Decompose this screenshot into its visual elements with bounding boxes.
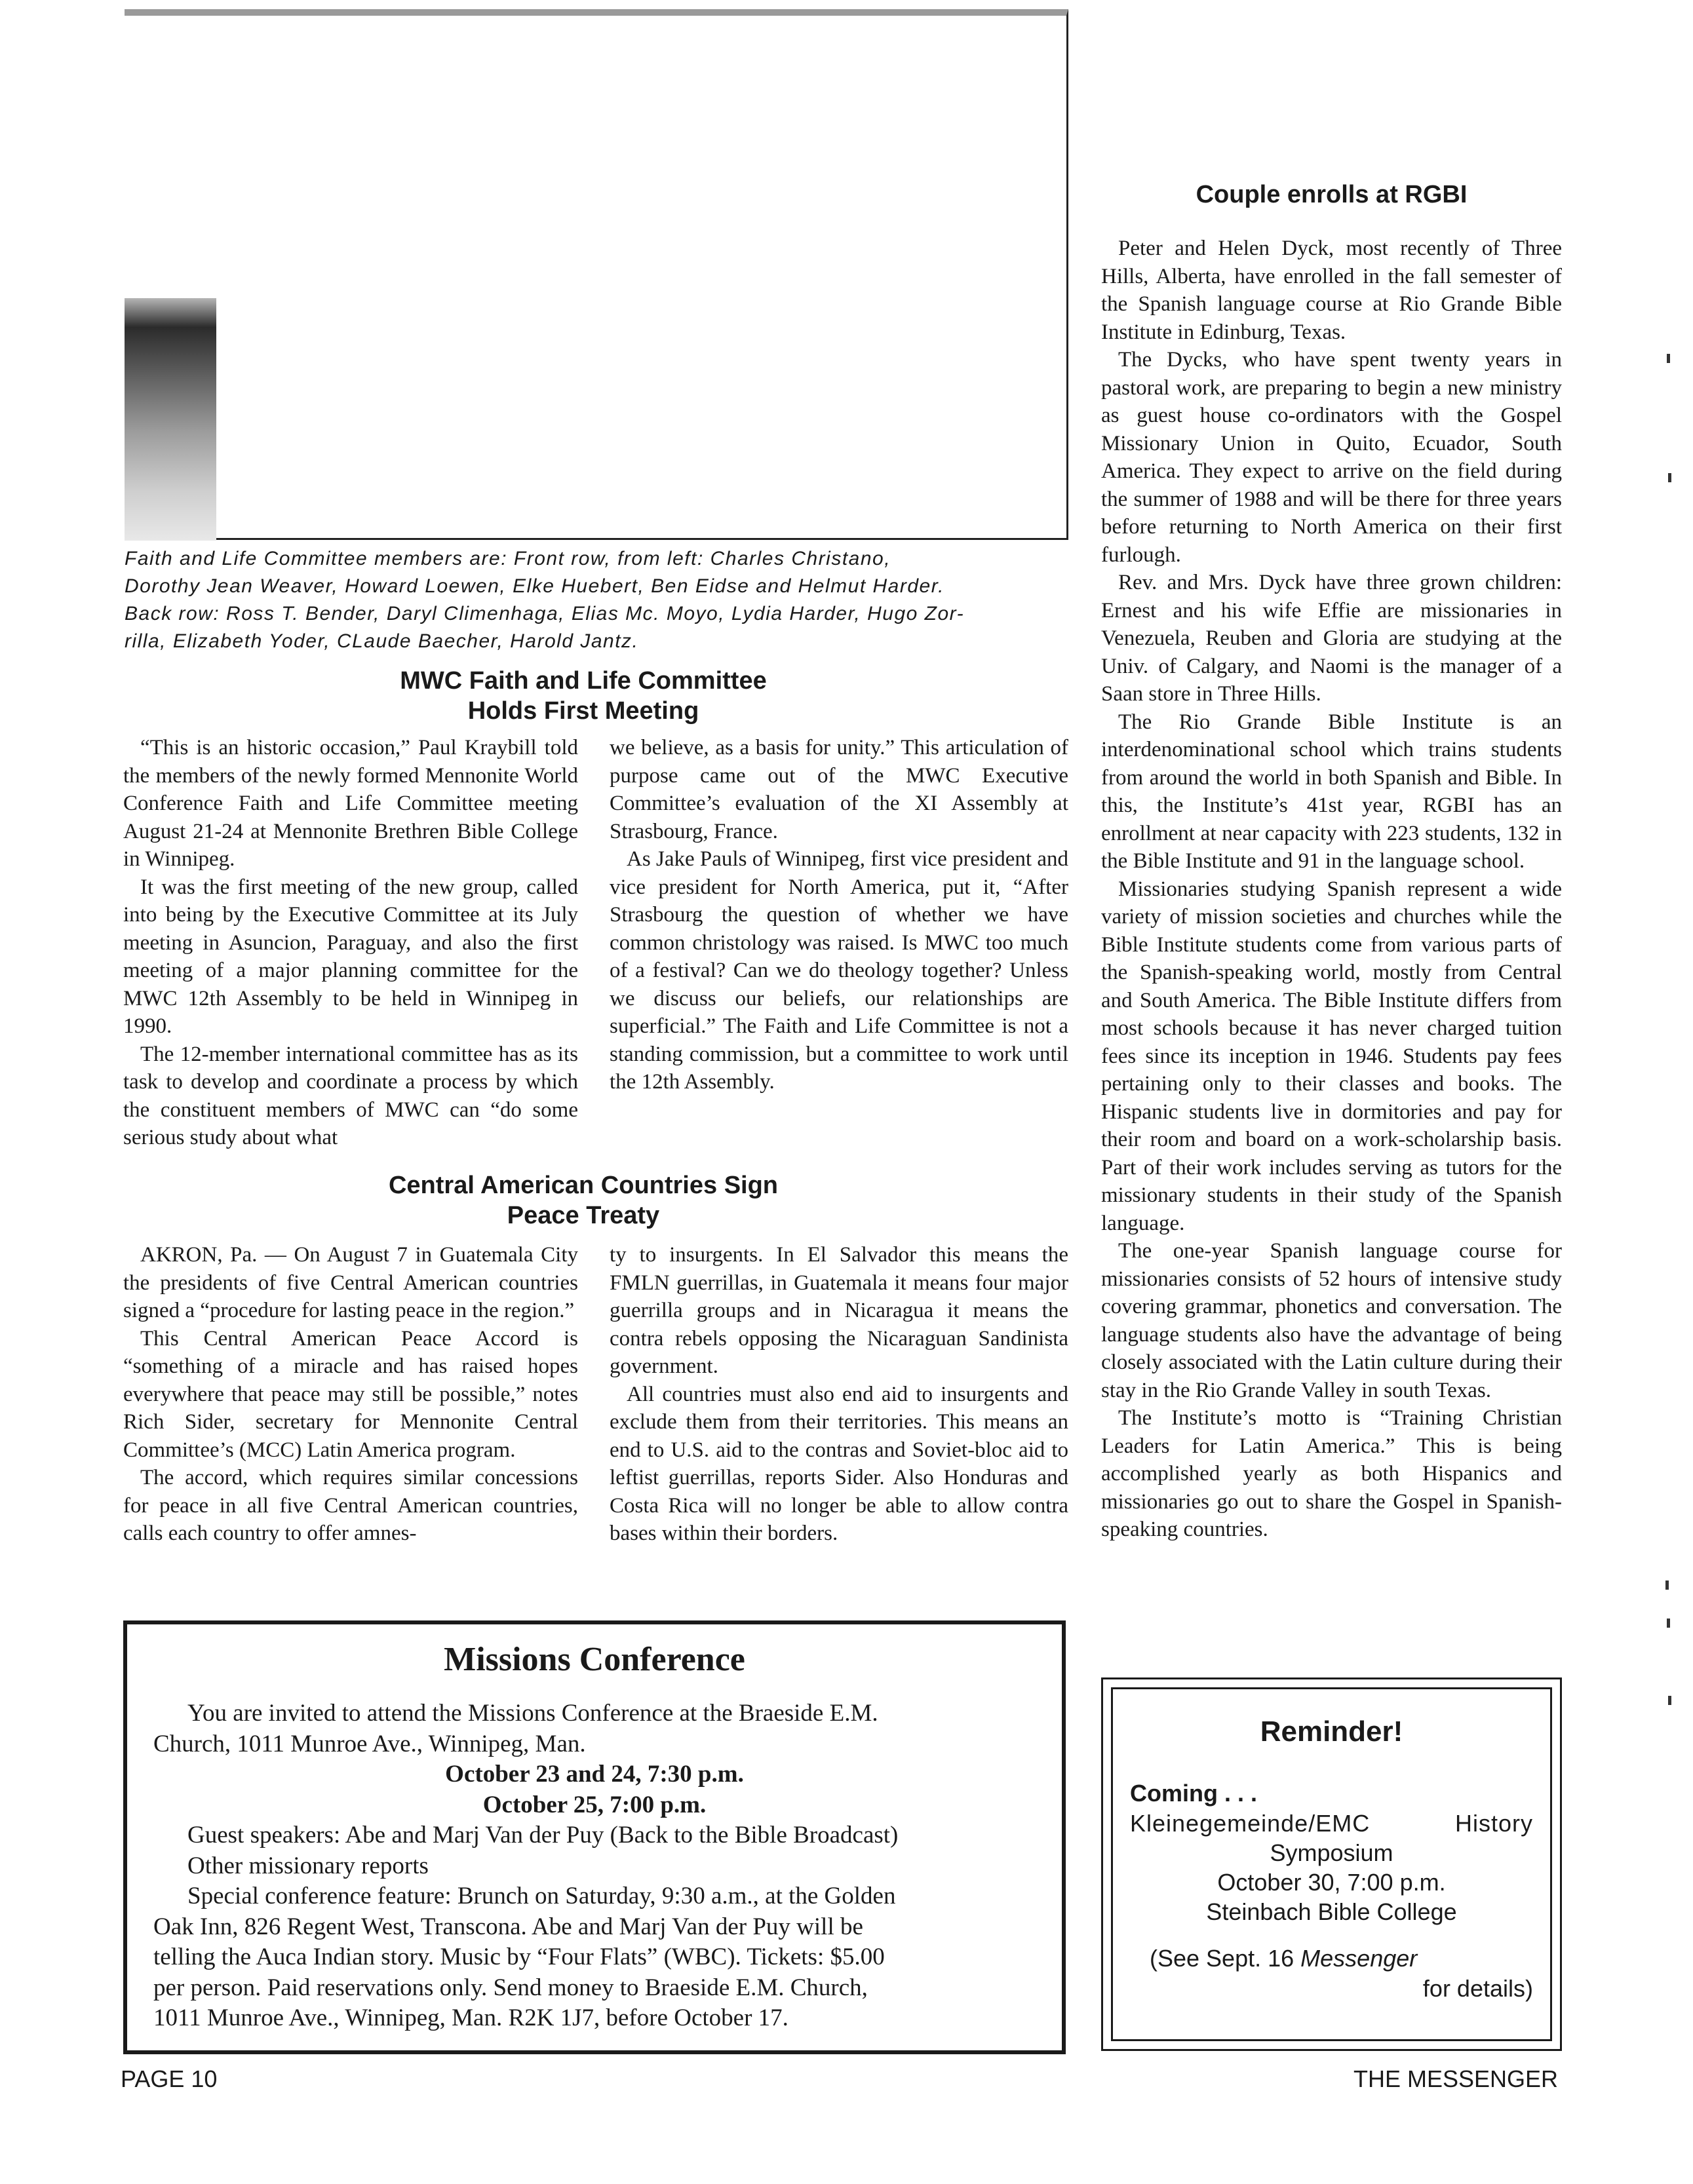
paragraph: “This is an historic occasion,” Paul Kraybill told the members of the newly formed Mennonite World Conference Faith and Life Committee meeting August 21-24 at Mennonite Brethren Bible College in Winnipeg. (123, 736, 578, 871)
reminder-box (1101, 1677, 1562, 2051)
peace-column-1 (123, 1241, 578, 1548)
photo-caption (125, 545, 1068, 655)
paragraph: The Dycks, who have spent twenty years in pastoral work, are preparing to begin a new ministry as guest house co-ordinators with the Gospel Missionary Union in Quito, Ecuador, South America. They expect to arrive on the field during the summer of 1988 and will be there for three years before returning to North America on their first furlough. (1101, 348, 1562, 567)
caption-line: Dorothy Jean Weaver, Howard Loewen, Elke Huebert, Ben Eidse and Helmut Harder. (125, 575, 944, 597)
paragraph: The accord, which requires similar concessions for peace in all five Central American countries, calls each country to offer amnes- (123, 1466, 578, 1545)
rgbi-column (1101, 235, 1562, 1544)
see-reference: (See Sept. 16 Messenger (1150, 1945, 1418, 1972)
invite-line: Church, 1011 Munroe Ave., Winnipeg, Man. (153, 1730, 586, 1757)
edge-speck (1665, 1581, 1669, 1590)
edge-speck (1667, 354, 1670, 363)
other-line: Other missionary reports (187, 1852, 429, 1879)
paragraph: Rev. and Mrs. Dyck have three grown children: Ernest and his wife Effie are missionaries in Venezuela, Reuben and Gloria are studying at the Univ. of Calgary, and Naomi is the manager of a Saan store in Three Hills. (1101, 571, 1562, 706)
mwc-column-1 (123, 734, 578, 1152)
paragraph: Missionaries studying Spanish represent a wide variety of mission societies and churches while the Bible Institute students come from various parts of the Spanish-speaking world, mostly from Central and South America. The Bible Institute differs from most schools because it has never charged tuition fees since its inception in 1946. Students pay fees pertaining only to their classes and books. The Hispanic students live in dormitories and pay for their room and board on a work-scholarship basis. Part of their work includes serving as tutors for the missionary students in their study of the Spanish language. (1101, 877, 1562, 1235)
mwc-headline: MWC Faith and Life Committee Holds First Meeting (400, 667, 767, 725)
feature-line: Special conference feature: Brunch on Saturday, 9:30 a.m., at the Golden (187, 1883, 896, 1909)
reminder-inner-border (1111, 1687, 1552, 2041)
rgbi-headline: Couple enrolls at RGBI (1196, 181, 1468, 208)
peace-headline: Central American Countries Sign Peace Treaty (388, 1172, 779, 1229)
reminder-title: Reminder! (1260, 1715, 1403, 1748)
symposium-date: October 30, 7:00 p.m. (1217, 1869, 1446, 1896)
caption-line: rilla, Elizabeth Yoder, CLaude Baecher, Harold Jantz. (125, 630, 639, 652)
paragraph: The Rio Grande Bible Institute is an interdenominational school which trains students from around the world in both Spanish and Bible. In this, the Institute’s 41st year, RGBI has an enrollment at near capacity with 223 students, 132 in the Bible Institute and 91 in the language school. (1101, 710, 1562, 873)
paragraph: Peter and Helen Dyck, most recently of Three Hills, Alberta, have enrolled in the fall semester of the Spanish language course at Rio Grande Bible Institute in Edinburg, Texas. (1101, 237, 1562, 344)
caption-line: Back row: Ross T. Bender, Daryl Climenhaga, Elias Mc. Moyo, Lydia Harder, Hugo Zor- (125, 603, 965, 624)
paragraph: The Institute’s motto is “Training Christian Leaders for Latin America.” This is being accomplished yearly as both Hispanics and missionaries go out to share the Gospel in Spanish-speaking countries. (1101, 1406, 1562, 1541)
speakers-line: Guest speakers: Abe and Marj Van der Puy (Back to the Bible Broadcast) (187, 1822, 899, 1849)
edge-speck (1668, 1696, 1671, 1705)
paragraph: All countries must also end aid to insurgents and exclude them from their territories. This means an end to U.S. aid to the contras and Soviet-bloc aid to leftist guerrillas, reports Sider. Also Honduras and Costa Rica will no longer be able to allow contra bases within their borders. (610, 1382, 1068, 1545)
feature-line: per person. Paid reservations only. Send money to Braeside E.M. Church, (153, 1974, 868, 2001)
invite-line: You are invited to attend the Missions Conference at the Braeside E.M. (187, 1700, 878, 1727)
feature-line: 1011 Munroe Ave., Winnipeg, Man. R2K 1J7, before October 17. (153, 2004, 788, 2031)
page-number: PAGE 10 (121, 2065, 218, 2092)
see-reference-suffix: for details) (1422, 1975, 1533, 2002)
edge-speck (1667, 1619, 1670, 1628)
date-line: October 23 and 24, 7:30 p.m. (445, 1761, 744, 1788)
paragraph: we believe, as a basis for unity.” This articulation of purpose came out of the MWC Executive Committee’s evaluation of the XI Assembly at Strasbourg, France. (610, 736, 1068, 843)
caption-line: Faith and Life Committee members are: Front row, from left: Charles Christano, (125, 548, 891, 569)
mwc-column-2 (610, 734, 1068, 1096)
paragraph: This Central American Peace Accord is “something of a miracle and has raised hopes everywhere that peace may still be possible,” notes Rich Sider, secretary for Mennonite Central Committee’s (MCC) Latin America program. (123, 1326, 578, 1462)
edge-speck (1668, 473, 1671, 482)
missions-title: Missions Conference (444, 1641, 745, 1678)
feature-line: telling the Auca Indian story. Music by “Four Flats” (WBC). Tickets: $5.00 (153, 1944, 885, 1970)
symposium-name: Kleinegemeinde/EMC History (1130, 1810, 1533, 1837)
committee-photo (125, 9, 1068, 540)
paragraph: ty to insurgents. In El Salvador this means the FMLN guerrillas, in Guatemala it means four major guerrilla groups and in Nicaragua it means the contra rebels opposing the Nicaraguan Sandinista government. (610, 1243, 1068, 1378)
paragraph: The 12-member international committee has as its task to develop and coordinate a process by which the constituent members of MWC can “do some serious study about what (123, 1042, 578, 1149)
symposium-location: Steinbach Bible College (1206, 1898, 1457, 1925)
peace-column-2 (610, 1241, 1068, 1548)
coming-label: Coming . . . (1130, 1780, 1257, 1807)
symposium-label: Symposium (1270, 1839, 1393, 1866)
missions-conference-box (123, 1620, 1066, 2054)
paragraph: It was the first meeting of the new group, called into being by the Executive Committee at its July meeting in Asuncion, Paraguay, and also the first meeting of a major planning committee for the MWC 12th Assembly to be held in Winnipeg in 1990. (123, 875, 578, 1038)
publication-name: THE MESSENGER (1353, 2065, 1558, 2092)
feature-line: Oak Inn, 826 Regent West, Transcona. Abe and Marj Van der Puy will be (153, 1913, 863, 1940)
paragraph: As Jake Pauls of Winnipeg, first vice president and vice president for North America, put it, “After Strasbourg the question of whether we have common christology was raised. Is MWC too much of a festival? Can we do theology together? Unless we discuss our beliefs, our relationships are superficial.” The Faith and Life Committee is not a standing commission, but a committee to work until the 12th Assembly. (610, 847, 1068, 1094)
date-line: October 25, 7:00 p.m. (482, 1791, 707, 1818)
paragraph: AKRON, Pa. — On August 7 in Guatemala City the presidents of five Central American countries signed a “procedure for lasting peace in the region.” (123, 1243, 578, 1322)
photo-visible-fragment (125, 298, 216, 541)
paragraph: The one-year Spanish language course for missionaries consists of 52 hours of intensive study covering grammar, phonetics and conversation. The language students also have the advantage of being closely associated with the Latin culture during their stay in the Rio Grande Valley in south Texas. (1101, 1239, 1562, 1402)
